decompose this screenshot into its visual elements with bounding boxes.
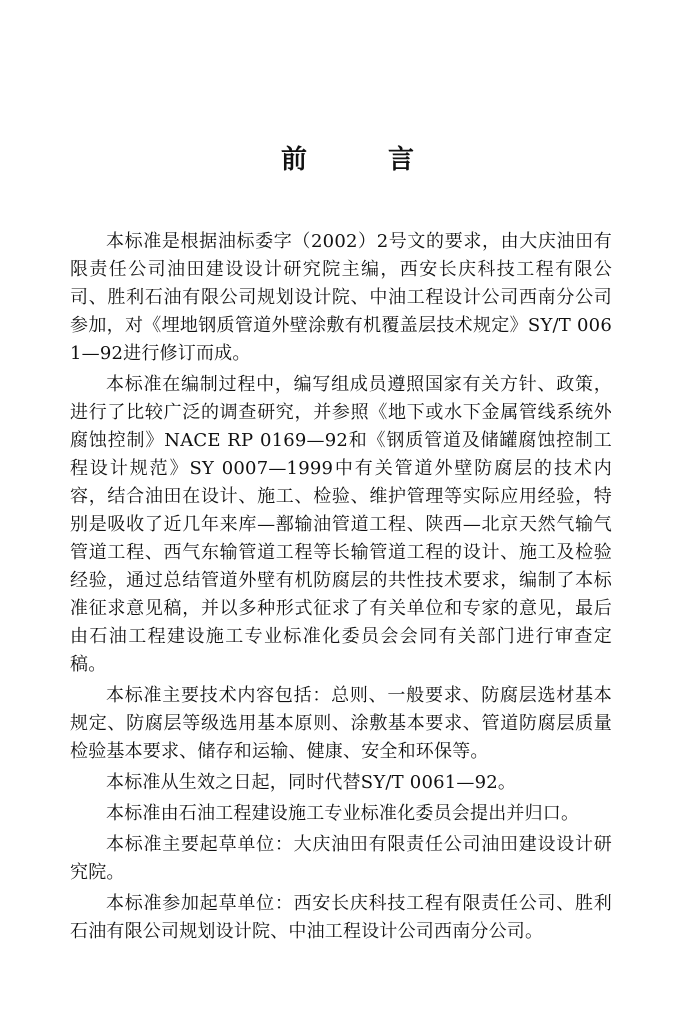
paragraph-compilation: 本标准在编制过程中，编写组成员遵照国家有关方针、政策，进行了比较广泛的调查研究，并参照《地下或水下金属管线系统外腐蚀控制》NACE RP 0169—92和《钢质管道及储罐腐蚀控制工程设计规范》SY 0007—1999中有关管道外壁防腐层的技术内容，结合油田在设计、施工、检验、维护管理等实际应用经验，特别是吸收了近几年来库—鄯输油管道工程、陕西—北京天然气输气管道工程、西气东输管道工程等长输管道工程的设计、施工及检验经验，通过总结管道外壁有机防腐层的共性技术要求，编制了本标准征求意见稿，并以多种形式征求了有关单位和专家的意见，最后由石油工程建设施工专业标准化委员会会同有关部门进行审查定稿。 <box>70 374 612 675</box>
paragraph-contents: 本标准主要技术内容包括：总则、一般要求、防腐层选材基本规定、防腐层等级选用基本原则、涂敷基本要求、管道防腐层质量检验基本要求、储存和运输、健康、安全和环保等。 <box>70 685 612 762</box>
paragraph-main-drafter: 本标准主要起草单位：大庆油田有限责任公司油田建设设计研究院。 <box>70 834 612 883</box>
paragraph-participating-drafters: 本标准参加起草单位：西安长庆科技工程有限责任公司、胜利石油有限公司规划设计院、中油工程设计公司西南分公司。 <box>70 893 612 942</box>
page-title: 前 言 <box>280 145 451 175</box>
paragraph-proposer: 本标准由石油工程建设施工专业标准化委员会提出并归口。 <box>106 803 580 824</box>
paragraph-origin: 本标准是根据油标委字（2002）2号文的要求，由大庆油田有限责任公司油田建设设计研究院主编，西安长庆科技工程有限公司、胜利石油有限公司规划设计院、中油工程设计公司西南分公司参加，对《埋地钢质管道外壁涂敷有机覆盖层技术规定》SY/T 0061—92进行修订而成。 <box>70 231 612 364</box>
document-body <box>70 228 612 946</box>
paragraph-effective: 本标准从生效之日起，同时代替SY/T 0061—92。 <box>106 772 517 793</box>
